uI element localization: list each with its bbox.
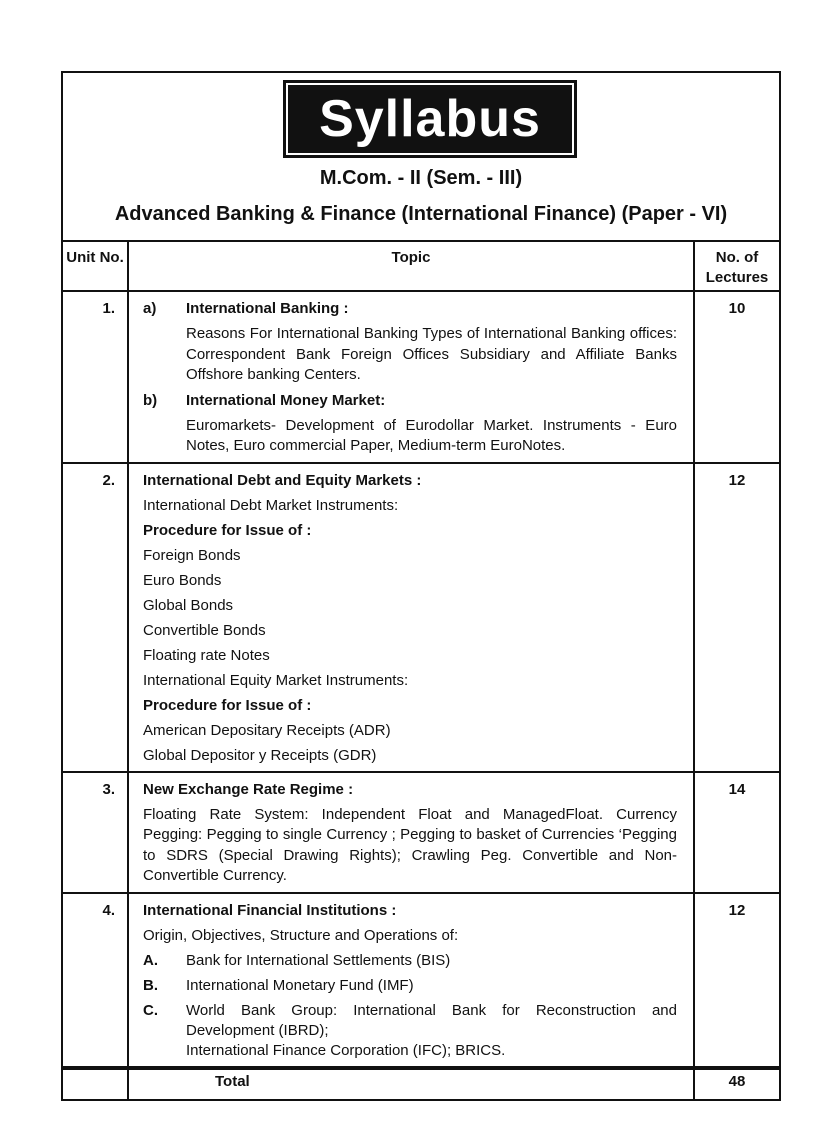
item-label: B.	[143, 976, 158, 994]
table-row	[62, 291, 780, 463]
table-row	[62, 893, 780, 1067]
syllabus-frame	[61, 71, 781, 1090]
topic-line: International Monetary Fund (IMF)	[186, 976, 414, 994]
topic-subheading: Procedure for Issue of :	[143, 521, 312, 539]
topic-line: Global Depositor y Receipts (GDR)	[143, 746, 377, 764]
topic-text: Reasons For International Banking Types of International Banking offices: Correspondent Bank Foreign Offices Subsidiary and Affiliate Banks Offshore banking Centers.	[186, 325, 677, 383]
topic-line: Floating rate Notes	[143, 646, 270, 664]
topic-line: Foreign Bonds	[143, 546, 241, 564]
topic-heading: New Exchange Rate Regime :	[143, 780, 354, 798]
table-header	[62, 241, 780, 291]
header-unit: Unit No.	[62, 241, 128, 291]
unit-no: 4.	[62, 893, 128, 1067]
topic-heading: International Financial Institutions :	[143, 901, 397, 919]
topic-line: International Finance Corporation (IFC); BRICS.	[186, 1041, 506, 1059]
item-label: C.	[143, 1001, 158, 1019]
topic-heading: International Money Market:	[186, 391, 386, 409]
topic-line: International Equity Market Instruments:	[143, 671, 409, 689]
topic-line: International Debt Market Instruments:	[143, 496, 399, 514]
header-topic: Topic	[128, 241, 694, 291]
item-label: a)	[143, 300, 157, 317]
total-row	[62, 1067, 780, 1100]
topic-text: Floating Rate System: Independent Float and ManagedFloat. Currency Pegging: Pegging to single Currency ; Pegging to basket of Currencies ‘Pegging to SDRS (Special Drawing Rights); Crawling Peg. Convertible and Non-Convertible Currency.	[143, 805, 677, 884]
unit-no: 3.	[62, 772, 128, 893]
paper-title: Advanced Banking & Finance (International Finance) (Paper - VI)	[114, 203, 728, 225]
topic-heading: International Banking :	[186, 300, 349, 317]
topic-line: Euro Bonds	[143, 571, 222, 589]
syllabus-title: Syllabus	[283, 80, 577, 158]
total-label: Total	[128, 1067, 694, 1100]
item-label: A.	[143, 951, 158, 969]
topic-line: American Depositary Receipts (ADR)	[143, 721, 391, 739]
unit-no: 1.	[62, 291, 128, 463]
table-row	[62, 772, 780, 893]
topic-line: World Bank Group: International Bank for Reconstruction and Development (IBRD);	[186, 1001, 677, 1039]
syllabus-table	[61, 240, 781, 1101]
topic-line: Convertible Bonds	[143, 621, 266, 639]
unit-no: 2.	[62, 463, 128, 772]
topic-line: Bank for International Settlements (BIS)	[186, 951, 451, 969]
course-name: M.Com. - II (Sem. - III)	[319, 167, 523, 189]
lectures: 12	[694, 463, 780, 772]
total-value: 48	[694, 1067, 780, 1100]
lectures: 14	[694, 772, 780, 893]
topic-line: Global Bonds	[143, 596, 234, 614]
lectures: 10	[694, 291, 780, 463]
header-lectures: No. of Lectures	[694, 241, 780, 291]
topic-subheading: Procedure for Issue of :	[143, 696, 312, 714]
topic-line: Origin, Objectives, Structure and Operations of:	[143, 926, 459, 944]
table-row	[62, 463, 780, 772]
lectures: 12	[694, 893, 780, 1067]
topic-text: Euromarkets- Development of Eurodollar Market. Instruments - Euro Notes, Euro commercial Paper, Medium-term EuroNotes.	[186, 416, 677, 454]
topic-heading: International Debt and Equity Markets :	[143, 471, 422, 489]
item-label: b)	[143, 391, 158, 409]
